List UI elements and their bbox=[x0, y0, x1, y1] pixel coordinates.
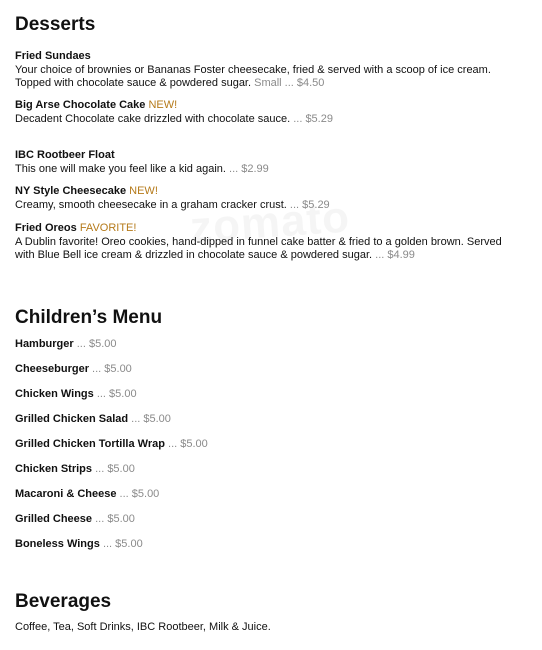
item-name: Chicken Wings bbox=[15, 388, 94, 400]
kids-item bbox=[15, 463, 135, 476]
item-name: Grilled Cheese bbox=[15, 513, 93, 525]
item-name: Macaroni & Cheese bbox=[15, 488, 117, 500]
dessert-item-big-arse-chocolate-cake bbox=[15, 99, 520, 126]
item-name: IBC Rootbeer Float bbox=[15, 149, 115, 161]
new-badge: NEW! bbox=[148, 99, 178, 111]
item-description: A Dublin favorite! Oreo cookies, hand-dipped in funnel cake batter & fried to a golden brown. Served with Blue Bell ice cream & drizzled in chocolate sauce & powdered sugar. bbox=[15, 235, 502, 261]
new-badge: NEW! bbox=[129, 185, 158, 197]
item-price: ... $5.00 bbox=[95, 463, 135, 475]
kids-item bbox=[15, 513, 135, 526]
beverages-description: Coffee, Tea, Soft Drinks, IBC Rootbeer, Milk & Juice. bbox=[15, 621, 271, 633]
item-price: Small ... $4.50 bbox=[254, 77, 325, 89]
dessert-item-fried-oreos bbox=[15, 222, 520, 263]
item-price: ... $5.00 bbox=[92, 363, 132, 375]
kids-item bbox=[15, 488, 159, 501]
item-price: ... $5.00 bbox=[131, 413, 171, 425]
item-name: Fried Sundaes bbox=[15, 50, 91, 62]
favorite-badge: FAVORITE! bbox=[79, 222, 137, 234]
item-name: Hamburger bbox=[15, 338, 74, 350]
dessert-item-fried-sundaes bbox=[15, 50, 520, 91]
desserts-heading: Desserts bbox=[15, 14, 96, 35]
dessert-item-ny-style-cheesecake bbox=[15, 185, 520, 212]
kids-item bbox=[15, 438, 208, 451]
item-price: ... $4.99 bbox=[375, 249, 415, 261]
kids-item bbox=[15, 413, 171, 426]
item-name: Fried Oreos bbox=[15, 222, 77, 234]
item-description: Decadent Chocolate cake drizzled with chocolate sauce. bbox=[15, 112, 291, 125]
item-price: ... $5.00 bbox=[119, 488, 160, 500]
item-price: ... $2.99 bbox=[229, 162, 269, 175]
item-name: Chicken Strips bbox=[15, 463, 93, 475]
item-name: Grilled Chicken Salad bbox=[15, 413, 129, 425]
item-description: Your choice of brownies or Bananas Foster cheesecake, fried & served with a scoop of ice cream. Topped with chocolate sauce & powdered sugar. bbox=[15, 63, 491, 89]
kids-item bbox=[15, 363, 132, 376]
dessert-item-ibc-rootbeer-float bbox=[15, 149, 520, 176]
item-name: Grilled Chicken Tortilla Wrap bbox=[15, 438, 165, 450]
kids-item bbox=[15, 338, 117, 351]
childrens-menu-heading: Children’s Menu bbox=[15, 307, 163, 328]
item-price: ... $5.00 bbox=[76, 338, 117, 350]
item-description: This one will make you feel like a kid again. bbox=[15, 162, 226, 175]
item-price: ... $5.00 bbox=[102, 538, 143, 550]
item-description: Creamy, smooth cheesecake in a graham cracker crust. bbox=[15, 198, 287, 211]
item-name: Cheeseburger bbox=[15, 363, 89, 375]
item-price: ... $5.29 bbox=[293, 112, 333, 125]
item-name: Boneless Wings bbox=[15, 538, 100, 550]
item-price: ... $5.00 bbox=[95, 513, 135, 525]
kids-item bbox=[15, 388, 137, 401]
item-name: Big Arse Chocolate Cake bbox=[15, 99, 146, 111]
kids-item bbox=[15, 538, 143, 551]
beverages-heading: Beverages bbox=[15, 591, 112, 612]
item-price: ... $5.00 bbox=[96, 388, 137, 400]
item-price: ... $5.29 bbox=[289, 198, 330, 211]
item-price: ... $5.00 bbox=[168, 438, 208, 450]
item-name: NY Style Cheesecake bbox=[15, 185, 127, 197]
